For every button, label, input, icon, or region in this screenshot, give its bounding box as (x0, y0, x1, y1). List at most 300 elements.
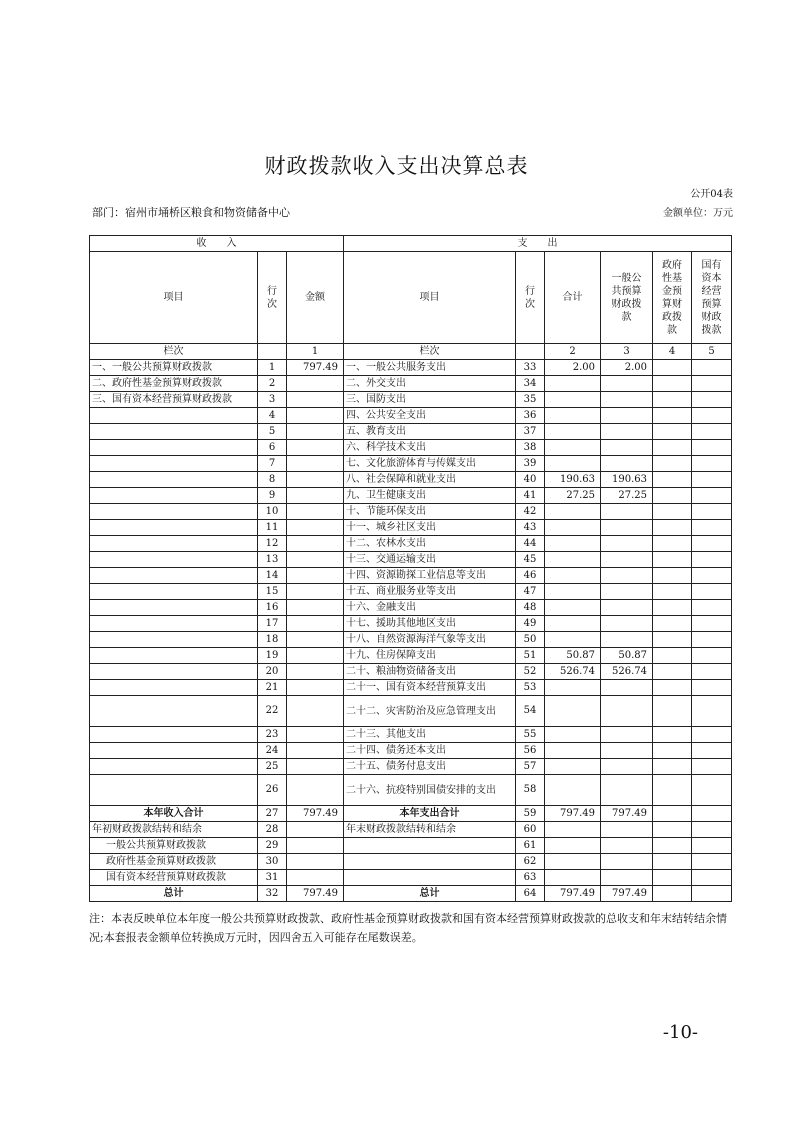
general-budget-cell (601, 743, 653, 759)
state-capital-cell (692, 775, 732, 806)
column-number-1: 1 (287, 344, 344, 360)
general-budget-cell (601, 680, 653, 696)
income-amount-cell (287, 870, 344, 886)
gov-fund-cell (653, 632, 692, 648)
income-row-no-cell: 12 (258, 536, 287, 552)
expense-row-no-cell: 58 (516, 775, 545, 806)
general-budget-cell (601, 440, 653, 456)
expense-row-no-cell: 46 (516, 568, 545, 584)
gov-fund-cell (653, 456, 692, 472)
expense-total-cell: 190.63 (545, 472, 601, 488)
general-budget-cell (601, 759, 653, 775)
state-capital-cell (692, 648, 732, 664)
expense-total-cell (545, 552, 601, 568)
income-amount-cell (287, 822, 344, 838)
expense-total-cell (545, 584, 601, 600)
general-budget-cell (601, 696, 653, 727)
expense-item-cell (344, 870, 516, 886)
expense-item-cell: 三、国防支出 (344, 392, 516, 408)
expense-row-no-cell: 36 (516, 408, 545, 424)
income-row-no-cell: 17 (258, 616, 287, 632)
gov-fund-cell (653, 870, 692, 886)
state-capital-cell (692, 822, 732, 838)
income-amount-cell (287, 759, 344, 775)
income-item-cell (90, 648, 258, 664)
gov-fund-cell (653, 822, 692, 838)
gov-fund-cell (653, 536, 692, 552)
expense-item-header: 项目 (344, 252, 516, 344)
expense-row-no-cell: 40 (516, 472, 545, 488)
state-capital-cell (692, 743, 732, 759)
income-row-no-cell: 20 (258, 664, 287, 680)
income-row-no-cell: 5 (258, 424, 287, 440)
income-item-cell (90, 696, 258, 727)
income-item-cell (90, 743, 258, 759)
table-row (90, 360, 732, 376)
expense-total-cell (545, 376, 601, 392)
income-amount-cell: 797.49 (287, 886, 344, 902)
gov-fund-cell (653, 488, 692, 504)
expense-row-no-cell: 64 (516, 886, 545, 902)
expense-item-cell: 十四、资源勘探工业信息等支出 (344, 568, 516, 584)
expense-row-no-cell: 34 (516, 376, 545, 392)
expense-total-cell (545, 775, 601, 806)
gov-fund-cell (653, 392, 692, 408)
expense-row-no-cell: 35 (516, 392, 545, 408)
table-row (90, 456, 732, 472)
income-item-cell (90, 727, 258, 743)
expense-row-no-cell: 38 (516, 440, 545, 456)
gov-fund-cell (653, 775, 692, 806)
gov-fund-cell (653, 360, 692, 376)
income-row-no-cell: 13 (258, 552, 287, 568)
expense-total-cell (545, 696, 601, 727)
page-title: 财政拨款收入支出决算总表 (264, 154, 529, 178)
table-row (90, 870, 732, 886)
expense-total-cell (545, 456, 601, 472)
general-budget-cell: 797.49 (601, 886, 653, 902)
income-row-no-cell: 15 (258, 584, 287, 600)
table-row (90, 680, 732, 696)
expense-row-no-cell: 50 (516, 632, 545, 648)
general-budget-header: 一般公 共预算 财政拨 款 (601, 252, 653, 344)
form-number: 公开04表 (690, 189, 733, 200)
expense-total-cell (545, 838, 601, 854)
expense-row-no-cell: 59 (516, 806, 545, 822)
general-budget-cell (601, 504, 653, 520)
expense-item-cell: 二十四、债务还本支出 (344, 743, 516, 759)
gov-fund-cell (653, 759, 692, 775)
expense-item-cell: 总计 (344, 886, 516, 902)
table-row (90, 600, 732, 616)
expense-row-no-cell: 62 (516, 854, 545, 870)
column-number-2: 2 (545, 344, 601, 360)
general-budget-cell: 27.25 (601, 488, 653, 504)
gov-fund-cell (653, 440, 692, 456)
general-budget-cell (601, 520, 653, 536)
gov-fund-cell (653, 616, 692, 632)
expense-item-cell: 十、节能环保支出 (344, 504, 516, 520)
fiscal-summary-table (89, 235, 732, 902)
income-row-no-cell: 31 (258, 870, 287, 886)
state-capital-cell (692, 806, 732, 822)
general-budget-cell (601, 424, 653, 440)
expense-row-no-cell: 55 (516, 727, 545, 743)
gov-fund-cell (653, 424, 692, 440)
state-capital-cell (692, 392, 732, 408)
income-item-cell (90, 408, 258, 424)
income-row-no-cell: 2 (258, 376, 287, 392)
income-row-no-cell: 21 (258, 680, 287, 696)
state-capital-cell (692, 376, 732, 392)
department-label: 部门：宿州市埇桥区粮食和物资储备中心 (92, 206, 290, 219)
general-budget-cell (601, 822, 653, 838)
income-row-no-cell: 24 (258, 743, 287, 759)
expense-row-no-cell: 61 (516, 838, 545, 854)
income-item-cell (90, 664, 258, 680)
income-row-no-cell: 11 (258, 520, 287, 536)
income-amount-cell (287, 504, 344, 520)
state-capital-cell (692, 536, 732, 552)
expense-item-cell: 二十二、灾害防治及应急管理支出 (344, 696, 516, 727)
general-budget-cell: 190.63 (601, 472, 653, 488)
income-amount-cell (287, 696, 344, 727)
income-row-no-cell: 30 (258, 854, 287, 870)
income-item-cell (90, 600, 258, 616)
expense-item-cell: 二十三、其他支出 (344, 727, 516, 743)
table-row (90, 648, 732, 664)
expense-item-cell: 十二、农林水支出 (344, 536, 516, 552)
expense-row-no-cell: 49 (516, 616, 545, 632)
state-capital-cell (692, 424, 732, 440)
general-budget-cell (601, 536, 653, 552)
gov-fund-cell (653, 504, 692, 520)
income-amount-cell (287, 584, 344, 600)
expense-total-cell (545, 743, 601, 759)
income-amount-cell (287, 488, 344, 504)
income-item-cell: 三、国有资本经营预算财政拨款 (90, 392, 258, 408)
expense-total-cell: 50.87 (545, 648, 601, 664)
table-row (90, 424, 732, 440)
table-row (90, 440, 732, 456)
table-row (90, 806, 732, 822)
state-capital-cell (692, 488, 732, 504)
expense-total-cell: 2.00 (545, 360, 601, 376)
income-amount-cell (287, 376, 344, 392)
table-row (90, 886, 732, 902)
expense-total-cell (545, 680, 601, 696)
expense-total-cell (545, 759, 601, 775)
table-row (90, 632, 732, 648)
expense-total-cell (545, 632, 601, 648)
gov-fund-cell (653, 648, 692, 664)
column-cell (258, 344, 287, 360)
income-row-no-header: 行 次 (258, 252, 287, 344)
income-row-no-cell: 4 (258, 408, 287, 424)
general-budget-cell (601, 552, 653, 568)
column-cell (516, 344, 545, 360)
income-item-cell (90, 616, 258, 632)
table-row (90, 552, 732, 568)
expense-item-cell: 九、卫生健康支出 (344, 488, 516, 504)
expense-row-no-header: 行 次 (516, 252, 545, 344)
income-item-cell (90, 536, 258, 552)
state-capital-cell (692, 456, 732, 472)
income-amount-cell: 797.49 (287, 806, 344, 822)
general-budget-cell (601, 584, 653, 600)
income-row-no-cell: 18 (258, 632, 287, 648)
income-item-cell (90, 552, 258, 568)
general-budget-cell (601, 376, 653, 392)
state-capital-cell (692, 886, 732, 902)
expense-row-no-cell: 37 (516, 424, 545, 440)
general-budget-cell (601, 616, 653, 632)
state-capital-cell (692, 664, 732, 680)
expense-item-cell: 六、科学技术支出 (344, 440, 516, 456)
expense-total-cell: 797.49 (545, 886, 601, 902)
expense-row-no-cell: 54 (516, 696, 545, 727)
income-item-cell (90, 440, 258, 456)
table-row (90, 504, 732, 520)
income-item-cell (90, 775, 258, 806)
gov-fund-cell (653, 680, 692, 696)
column-number-3: 3 (601, 344, 653, 360)
expense-total-cell: 27.25 (545, 488, 601, 504)
expense-total-cell: 526.74 (545, 664, 601, 680)
general-budget-cell (601, 775, 653, 806)
general-budget-cell (601, 456, 653, 472)
income-item-cell (90, 759, 258, 775)
expense-item-cell: 十六、金融支出 (344, 600, 516, 616)
general-budget-cell (601, 632, 653, 648)
expense-row-no-cell: 41 (516, 488, 545, 504)
state-capital-cell (692, 854, 732, 870)
income-item-cell (90, 456, 258, 472)
table-row (90, 568, 732, 584)
income-item-cell (90, 520, 258, 536)
expense-item-cell: 八、社会保障和就业支出 (344, 472, 516, 488)
income-amount-cell (287, 408, 344, 424)
expense-item-cell (344, 854, 516, 870)
income-row-no-cell: 3 (258, 392, 287, 408)
expense-row-no-cell: 48 (516, 600, 545, 616)
income-amount-cell (287, 520, 344, 536)
gov-fund-cell (653, 838, 692, 854)
income-amount-cell (287, 680, 344, 696)
general-budget-cell: 797.49 (601, 806, 653, 822)
income-row-no-cell: 32 (258, 886, 287, 902)
expense-item-cell: 二十一、国有资本经营预算支出 (344, 680, 516, 696)
income-item-cell: 二、政府性基金预算财政拨款 (90, 376, 258, 392)
expense-item-cell: 十七、援助其他地区支出 (344, 616, 516, 632)
expense-total-cell (545, 568, 601, 584)
expense-row-no-cell: 44 (516, 536, 545, 552)
expense-row-no-cell: 52 (516, 664, 545, 680)
income-amount-cell (287, 616, 344, 632)
income-amount-cell (287, 775, 344, 806)
income-item-cell: 年初财政拨款结转和结余 (90, 822, 258, 838)
general-budget-cell (601, 727, 653, 743)
expense-row-no-cell: 57 (516, 759, 545, 775)
general-budget-cell (601, 854, 653, 870)
expense-item-cell: 十五、商业服务业等支出 (344, 584, 516, 600)
income-amount-header: 金额 (287, 252, 344, 344)
table-row (90, 488, 732, 504)
expense-total-cell (545, 520, 601, 536)
expense-total-cell (545, 727, 601, 743)
state-capital-header: 国有 资本 经营 预算 财政 拨款 (692, 252, 732, 344)
expense-row-no-cell: 43 (516, 520, 545, 536)
expense-item-cell: 二十、粮油物资储备支出 (344, 664, 516, 680)
income-row-no-cell: 27 (258, 806, 287, 822)
table-row (90, 392, 732, 408)
gov-fund-cell (653, 886, 692, 902)
expense-total-cell (545, 392, 601, 408)
state-capital-cell (692, 632, 732, 648)
income-amount-cell (287, 854, 344, 870)
income-amount-cell (287, 664, 344, 680)
income-amount-cell (287, 536, 344, 552)
income-amount-cell (287, 392, 344, 408)
expense-total-cell (545, 424, 601, 440)
expense-total-cell (545, 504, 601, 520)
income-row-no-cell: 6 (258, 440, 287, 456)
income-row-no-cell: 10 (258, 504, 287, 520)
general-budget-cell (601, 392, 653, 408)
income-amount-cell (287, 632, 344, 648)
expense-item-cell: 二十六、抗疫特别国债安排的支出 (344, 775, 516, 806)
expense-item-cell: 本年支出合计 (344, 806, 516, 822)
general-budget-cell (601, 408, 653, 424)
general-budget-cell: 526.74 (601, 664, 653, 680)
expense-total-cell (545, 870, 601, 886)
table-row (90, 759, 732, 775)
income-row-no-cell: 26 (258, 775, 287, 806)
state-capital-cell (692, 568, 732, 584)
expense-item-cell: 二、外交支出 (344, 376, 516, 392)
income-item-header: 项目 (90, 252, 258, 344)
income-item-cell (90, 568, 258, 584)
state-capital-cell (692, 759, 732, 775)
income-amount-cell (287, 472, 344, 488)
income-row-no-cell: 29 (258, 838, 287, 854)
gov-fund-cell (653, 696, 692, 727)
income-amount-cell (287, 727, 344, 743)
general-budget-cell (601, 568, 653, 584)
income-item-cell: 国有资本经营预算财政拨款 (90, 870, 258, 886)
expense-total-cell (545, 440, 601, 456)
income-item-cell (90, 424, 258, 440)
income-amount-cell (287, 568, 344, 584)
expense-item-cell: 十一、城乡社区支出 (344, 520, 516, 536)
gov-fund-cell (653, 727, 692, 743)
expense-item-cell: 十三、交通运输支出 (344, 552, 516, 568)
income-amount-cell (287, 600, 344, 616)
expense-item-cell: 年末财政拨款结转和结余 (344, 822, 516, 838)
expense-row-no-cell: 45 (516, 552, 545, 568)
income-item-cell (90, 488, 258, 504)
expense-item-cell: 十九、住房保障支出 (344, 648, 516, 664)
expense-row-no-cell: 39 (516, 456, 545, 472)
table-row (90, 472, 732, 488)
table-row (90, 584, 732, 600)
expense-total-header: 合计 (545, 252, 601, 344)
state-capital-cell (692, 680, 732, 696)
state-capital-cell (692, 838, 732, 854)
gov-fund-cell (653, 600, 692, 616)
expense-row-no-cell: 51 (516, 648, 545, 664)
expense-total-cell (545, 408, 601, 424)
expense-row-no-cell: 47 (516, 584, 545, 600)
column-label-left: 栏次 (90, 344, 258, 360)
expense-item-cell: 二十五、债务付息支出 (344, 759, 516, 775)
expense-row-no-cell: 60 (516, 822, 545, 838)
state-capital-cell (692, 696, 732, 727)
column-label-right: 栏次 (344, 344, 516, 360)
expense-item-cell: 十八、自然资源海洋气象等支出 (344, 632, 516, 648)
expense-total-cell (545, 536, 601, 552)
income-item-cell: 一般公共预算财政拨款 (90, 838, 258, 854)
table-row (90, 696, 732, 727)
footnote: 注：本表反映单位本年度一般公共预算财政拨款、政府性基金预算财政拨款和国有资本经营预算财政拨款的总收支和年末结转结余情况;本套报表金额单位转换成万元时，因四舍五入可能存在尾数误差。 (89, 912, 727, 944)
table-row (90, 854, 732, 870)
state-capital-cell (692, 520, 732, 536)
general-budget-cell: 50.87 (601, 648, 653, 664)
income-amount-cell: 797.49 (287, 360, 344, 376)
income-row-no-cell: 23 (258, 727, 287, 743)
income-row-no-cell: 7 (258, 456, 287, 472)
income-row-no-cell: 25 (258, 759, 287, 775)
gov-fund-cell (653, 552, 692, 568)
income-row-no-cell: 22 (258, 696, 287, 727)
table-row (90, 727, 732, 743)
income-item-cell: 一、一般公共预算财政拨款 (90, 360, 258, 376)
state-capital-cell (692, 584, 732, 600)
income-item-cell (90, 632, 258, 648)
gov-fund-cell (653, 568, 692, 584)
expense-item-cell: 七、文化旅游体育与传媒支出 (344, 456, 516, 472)
state-capital-cell (692, 870, 732, 886)
gov-fund-header: 政府 性基 金预 算财 政拨 款 (653, 252, 692, 344)
income-amount-cell (287, 838, 344, 854)
expense-row-no-cell: 56 (516, 743, 545, 759)
state-capital-cell (692, 360, 732, 376)
expense-row-no-cell: 33 (516, 360, 545, 376)
expense-item-cell: 四、公共安全支出 (344, 408, 516, 424)
page-number: -10- (662, 1022, 698, 1043)
table-row (90, 520, 732, 536)
gov-fund-cell (653, 664, 692, 680)
expense-row-no-cell: 42 (516, 504, 545, 520)
general-budget-cell (601, 870, 653, 886)
income-row-no-cell: 28 (258, 822, 287, 838)
income-amount-cell (287, 424, 344, 440)
expense-total-cell (545, 822, 601, 838)
table-row (90, 376, 732, 392)
gov-fund-cell (653, 472, 692, 488)
table-row (90, 743, 732, 759)
state-capital-cell (692, 504, 732, 520)
income-row-no-cell: 19 (258, 648, 287, 664)
expense-total-cell: 797.49 (545, 806, 601, 822)
income-amount-cell (287, 456, 344, 472)
gov-fund-cell (653, 806, 692, 822)
expense-row-no-cell: 53 (516, 680, 545, 696)
income-amount-cell (287, 648, 344, 664)
state-capital-cell (692, 552, 732, 568)
gov-fund-cell (653, 376, 692, 392)
state-capital-cell (692, 440, 732, 456)
